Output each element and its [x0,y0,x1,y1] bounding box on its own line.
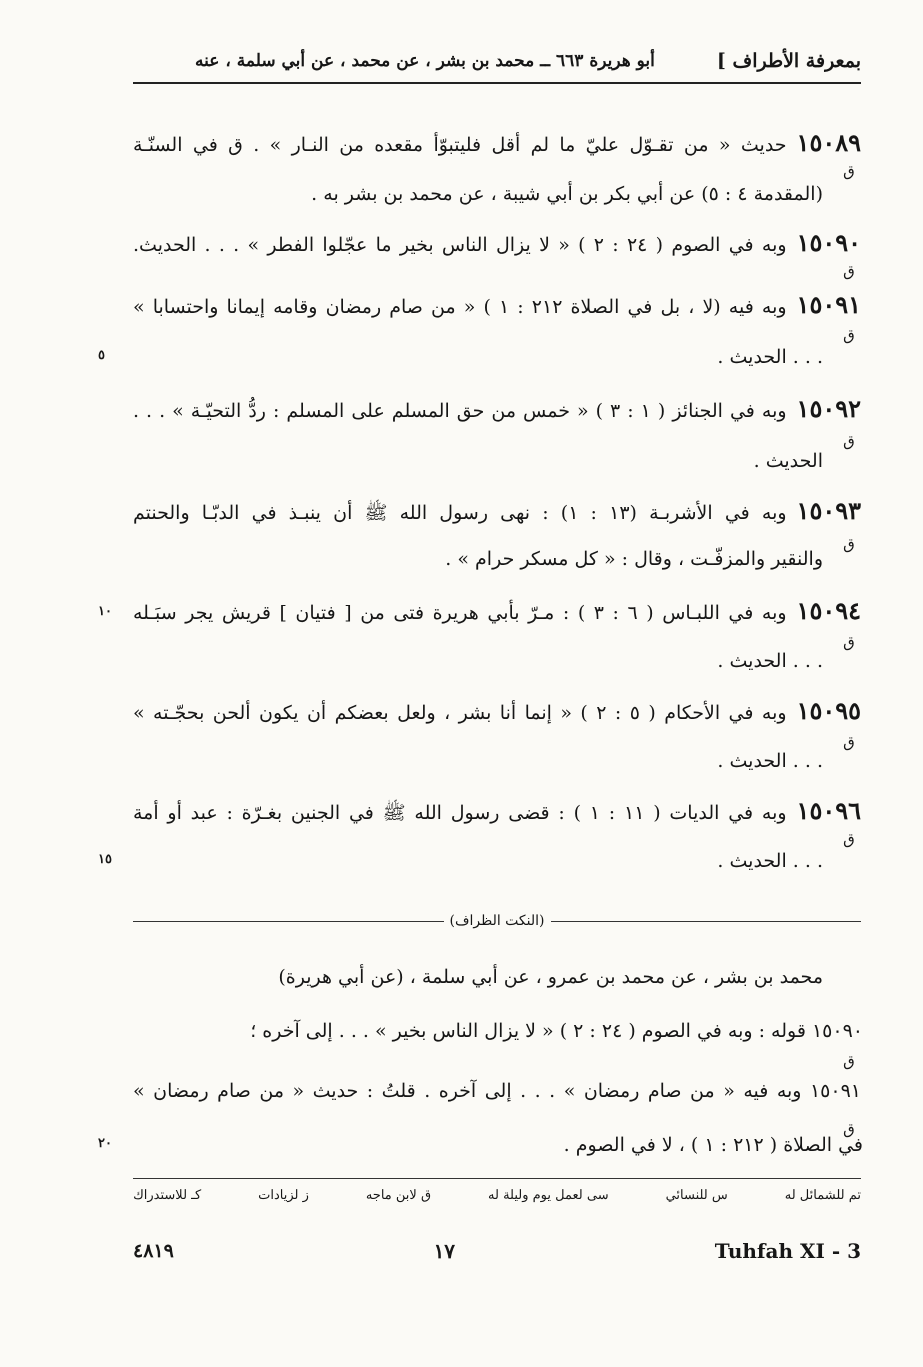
entry-15092-line1 [133,394,861,423]
nukat-note-15091: ١٥٠٩١ وبه فيه « من صام رمضان » . . . إلى آخره . قلتُ : حديث « من صام رمضان » [133,1080,861,1102]
entry-number: ١٥٠٩٥ [796,696,862,725]
entry-15095-line2: . . . الحديث . [717,750,823,772]
nukat-note-15090: ١٥٠٩٠ قوله : وبه في الصوم ( ٢٤ : ٢ ) « لا يزال الناس بخير » . . . إلى آخره ؛ [250,1020,863,1042]
entry-15094-line2: . . . الحديث . [717,650,823,672]
entry-number: ١٥٠٩٤ [796,596,861,625]
entry-number: ١٥٠٩٢ [796,394,861,423]
q-siglum: ق [843,262,855,280]
entry-number: ١٥٠٩١ [796,290,861,319]
entry-15089-line1 [133,128,861,157]
volume-signature: Tuhfah XI - 3 [714,1239,861,1263]
page-footer [133,1236,861,1266]
q-siglum: ق [843,535,855,553]
nukat-title: (النكت الظراف) [449,913,545,929]
entry-text: حديث « من تقـوّل عليّ ما لم أقل فليتبوّأ مقعده من النـار » . ق في السنّـة [133,134,787,156]
entry-text: وبه فيه (لا ، بل في الصلاة ٢١٢ : ١ ) « من صام رمضان وقامه إيمانا واحتسابا » [133,296,787,318]
entry-15093-line1 [133,496,861,529]
q-siglum: ق [843,326,855,344]
entry-15089-line2: (المقدمة ٤ : ٥) عن أبي بكر بن أبي شيبة ، عن محمد بن بشر به . [311,183,823,205]
q-siglum: ق [843,162,855,180]
margin-line-number: ١٠ [98,604,112,619]
entry-number: ١٥٠٩٣ [796,496,861,525]
nukat-divider [133,906,861,936]
page-number: ١٧ [433,1239,456,1263]
entry-text: وبه في الصوم ( ٢٤ : ٢ ) « لا يزال الناس بخير ما عجّلوا الفطر » . . . الحديث. [133,234,787,256]
entry-text: وبه في الديات ( ١١ : ١ ) : قضى رسول الله ﷺ في الجنين بغـرّة : عبد أو أمة [133,802,787,824]
abbrev-item: سى لعمل يوم وليلة له [488,1188,609,1203]
nukat-title-text: النكت الظراف [454,913,540,929]
abbreviations-key [133,1188,861,1214]
q-siglum: ق [843,1120,855,1138]
entry-15091-line2: . . . الحديث . [717,346,823,368]
margin-line-number: ٢٠ [98,1136,112,1151]
q-siglum: ق [843,432,855,450]
entry-15094-line1 [133,596,861,625]
header-title: أبو هريرة ٦٦٣ ــ محمد بن بشر ، عن محمد ، عن أبي سلمة ، عنه [195,51,655,71]
divider-rule-right [551,921,862,922]
abbrev-item: س للنسائي [665,1188,728,1203]
entry-text: وبه في الأحكام ( ٥ : ٢ ) « إنما أنا بشر ، ولعل بعضكم أن يكون ألحن بحجّـته » [133,702,787,724]
entry-15093-line2: والنقير والمزفّـت ، وقال : « كل مسكر حرام » . [445,548,823,570]
folio-number: ٤٨١٩ [133,1240,174,1262]
abbrev-item: ق لابن ماجه [365,1188,432,1203]
abbrev-item: ز لزيادات [258,1188,309,1203]
entry-15096-line1 [133,796,861,829]
entry-15095-line1 [133,696,861,725]
footnote-rule [133,1178,861,1179]
q-siglum: ق [843,1052,855,1070]
running-header [133,40,861,84]
abbrev-item: كـ للاستدراك [133,1188,202,1203]
entry-15092-line2: الحديث . [753,450,823,472]
margin-line-number: ٥ [98,348,105,363]
entry-text: وبه في الأشربـة (١٣ : ١) : نهى رسول الله ﷺ أن ينبـذ في الدبّـا والحنتم [133,502,787,524]
margin-line-number: ١٥ [98,852,112,867]
entry-number: ١٥٠٨٩ [796,128,861,157]
q-siglum: ق [843,830,855,848]
q-siglum: ق [843,733,855,751]
header-right: بمعرفة الأطراف ] [716,50,861,72]
entry-text: وبه في الجنائز ( ١ : ٣ ) « خمس من حق المسلم على المسلم : ردُّ التحيّـة » . . . [133,400,787,422]
entry-number: ١٥٠٩٦ [796,796,861,825]
nukat-note-15091-cont: في الصلاة ( ٢١٢ : ١ ) ، لا في الصوم . [563,1134,863,1156]
divider-rule-left [133,921,444,922]
entry-text: وبه في اللبـاس ( ٦ : ٣ ) : مـرّ بأبي هريرة فتى من [ فتيان ] قريش يجر سبَـله [133,602,787,624]
entry-15090-line1 [133,228,861,257]
entry-15091-line1 [133,290,861,319]
entry-number: ١٥٠٩٠ [796,228,862,257]
q-siglum: ق [843,633,855,651]
abbrev-item: تم للشمائل له [784,1188,861,1203]
nukat-isnad: محمد بن بشر ، عن محمد بن عمرو ، عن أبي سلمة ، (عن أبي هريرة) [278,966,823,988]
entry-15096-line2: . . . الحديث . [717,850,823,872]
